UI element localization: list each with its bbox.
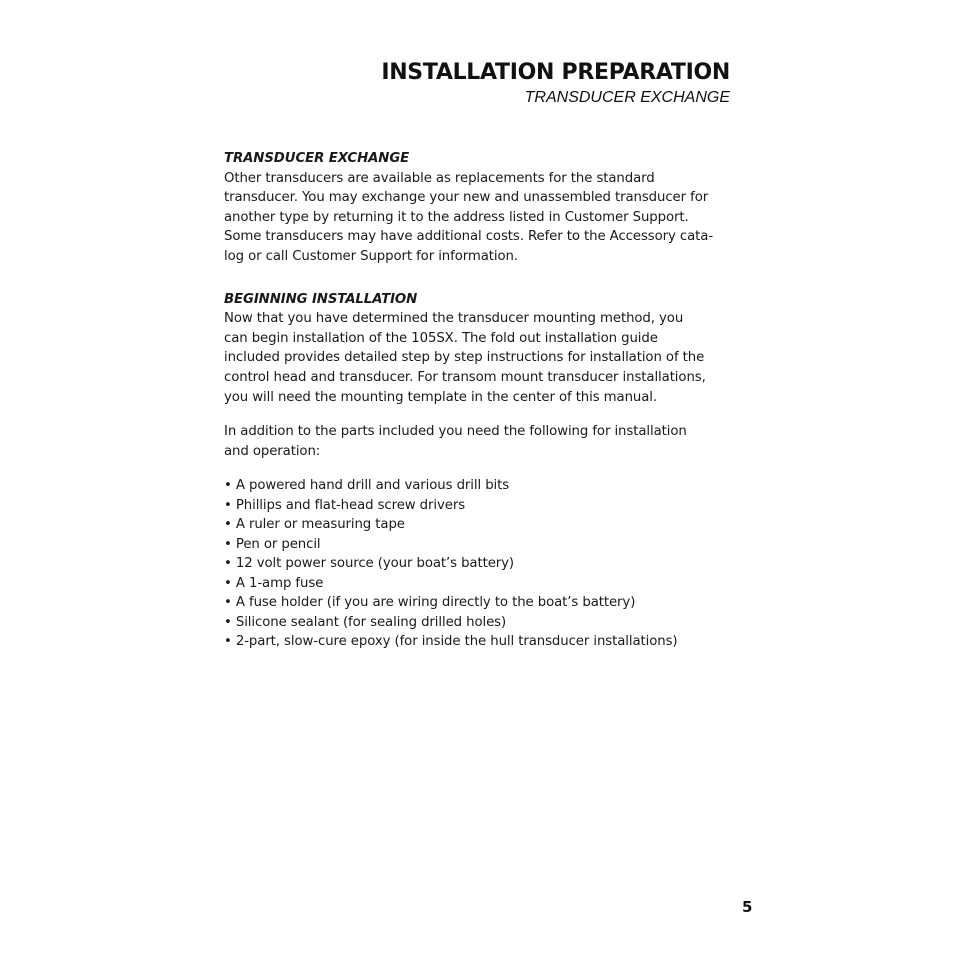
list-item: • Phillips and flat-head screw drivers <box>224 497 466 513</box>
list-item: • A 1-amp fuse <box>224 575 324 591</box>
list-item: • Pen or pencil <box>224 536 321 552</box>
page-subtitle: TRANSDUCER EXCHANGE <box>524 89 730 106</box>
list-item: • 12 volt power source (your boat’s battery) <box>224 556 515 572</box>
paragraph-line: In addition to the parts included you need the following for installation <box>224 424 687 440</box>
paragraph-line: another type by returning it to the address listed in Customer Support. <box>224 209 689 225</box>
paragraph-line: log or call Customer Support for information. <box>224 248 518 264</box>
paragraph-spacer <box>224 461 734 476</box>
required-items-list <box>224 476 734 652</box>
paragraph-line: Other transducers are available as replacements for the standard <box>224 170 655 186</box>
section-spacer <box>224 267 734 290</box>
paragraph <box>224 422 734 461</box>
paragraph <box>224 309 734 407</box>
paragraph-line: Some transducers may have additional costs. Refer to the Accessory cata- <box>224 229 714 245</box>
paragraph-spacer <box>224 407 734 422</box>
paragraph-line: and operation: <box>224 443 321 459</box>
page-header <box>224 58 730 108</box>
section-heading: TRANSDUCER EXCHANGE <box>224 151 410 166</box>
list-item: • A fuse holder (if you are wiring directly to the boat’s battery) <box>224 595 636 611</box>
paragraph-line: control head and transducer. For transom mount transducer installations, <box>224 369 706 385</box>
section-transducer-exchange <box>224 149 734 267</box>
page-number: 5 <box>742 898 753 916</box>
paragraph-line: included provides detailed step by step instructions for installation of the <box>224 350 705 366</box>
page-title: INSTALLATION PREPARATION <box>381 60 730 85</box>
paragraph-line: transducer. You may exchange your new and unassembled transducer for <box>224 190 709 206</box>
list-item: • Silicone sealant (for sealing drilled holes) <box>224 614 507 630</box>
list-item: • A powered hand drill and various drill bits <box>224 478 510 494</box>
main-content <box>224 149 734 652</box>
list-item: • 2-part, slow-cure epoxy (for inside the hull transducer installations) <box>224 634 678 650</box>
section-beginning-installation <box>224 290 734 652</box>
list-item: • A ruler or measuring tape <box>224 517 405 533</box>
section-heading: BEGINNING INSTALLATION <box>224 291 418 307</box>
paragraph-line: Now that you have determined the transducer mounting method, you <box>224 311 684 327</box>
paragraph-line: you will need the mounting template in the center of this manual. <box>224 389 658 405</box>
paragraph-line: can begin installation of the 105SX. The fold out installation guide <box>224 330 658 346</box>
paragraph <box>224 169 734 267</box>
